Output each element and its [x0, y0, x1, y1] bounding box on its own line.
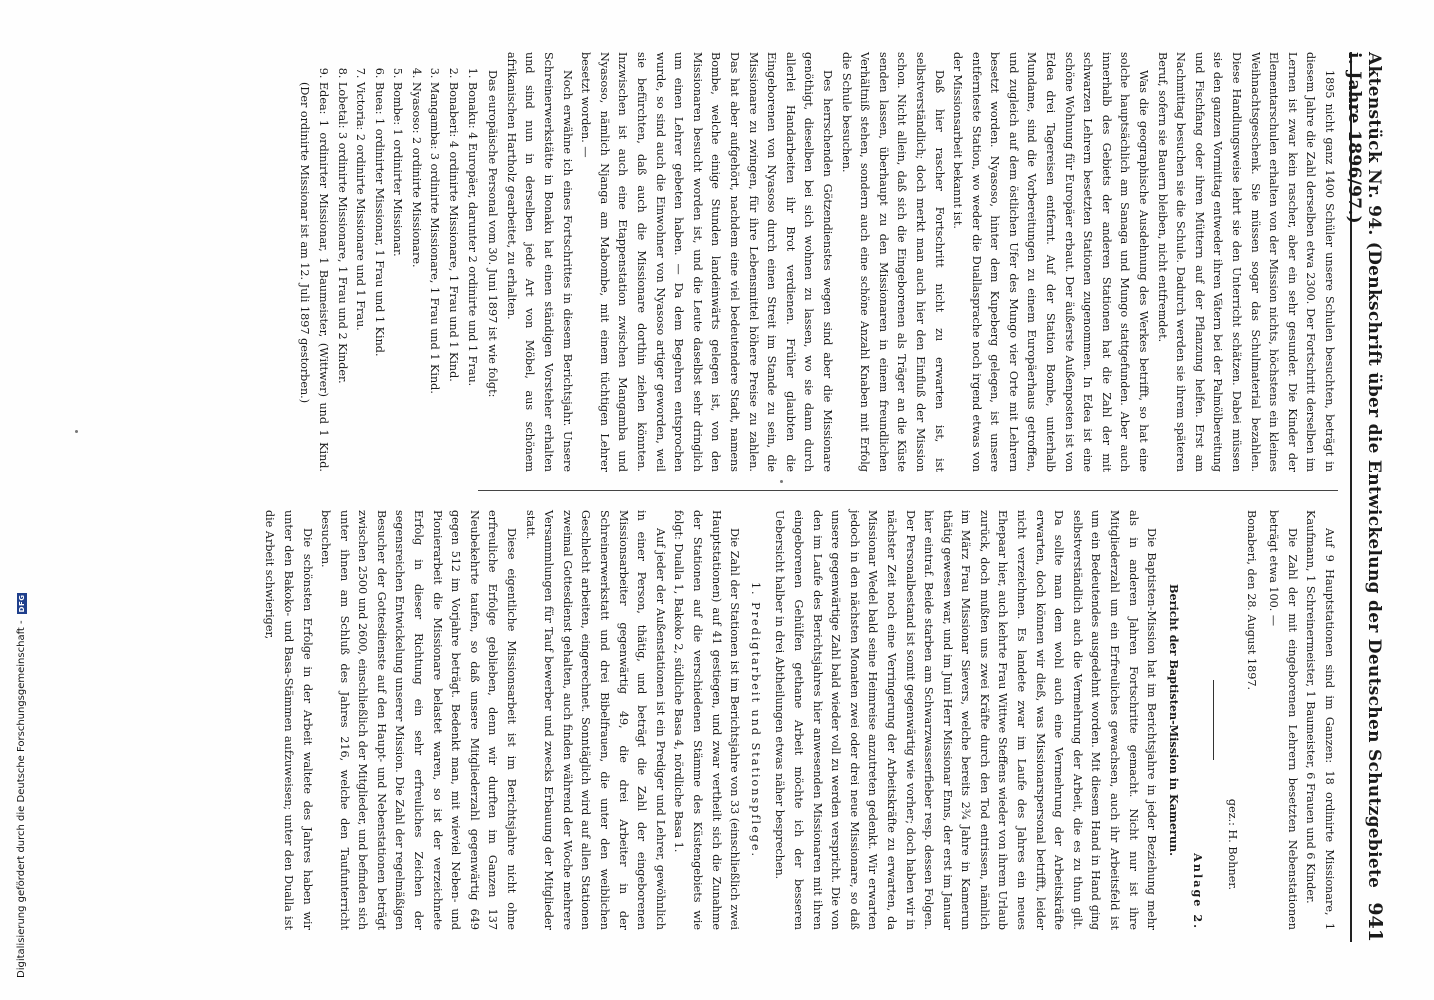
list-item: 6. Buea: 1 ordinirter Missionar, 1 Frau und 1 Kind. [369, 82, 388, 472]
body-paragraph: Die Zahl der mit eingeborenen Lehrern besetzten Nebenstationen beträgt etwa 100. — [1267, 510, 1299, 930]
column-divider [478, 490, 1338, 491]
body-paragraph: Daß hier rascher Fortschritt nicht zu erwarten ist, ist selbstverständlich; doch merkt man auch hier den Einfluß der Mission schon. Nicht allein, daß sich die Eingeborenen als Träger an die Küste senden lassen, überhaupt zu den Missionaren in einem freundlichen Verhältniß stehen, sondern auch eine schöne Anzahl Knaben mit Erfolg die Schule besuchen. [839, 52, 946, 472]
body-paragraph: 1895 nicht ganz 1400 Schüler unsere Schulen besuchten, beträgt in diesem Jahre die Zahl derselben etwa 2300. Der Fortschritt derselben im Lernen ist zwar kein rascher, aber ein sehr gesunder. Die Kinder der Elementarschulen erhalten von der Mission nichts, höchstens ein kleines Weihnachtsgeschenk. Sie müssen sogar das Schulmaterial bezahlen. Diese Handlungsweise lehrt sie den Unterricht schätzen. Dabei müssen sie den ganzen Vormittag entweder ihren Vätern bei der Palmölbereitung und Fischfang oder ihren Müttern auf der Pflanzung helfen. Erst am Nachmittag besuchen sie die Schule. Dadurch werden sie ihrem späteren Beruf, sofern sie Bauern bleiben, nicht entfremdet. [1155, 52, 1336, 472]
scan-speck [75, 430, 78, 433]
body-paragraph: Auf 9 Hauptstationen sind im Ganzen: 18 ordinirte Missionare, 1 Kaufmann, 1 Schreinermeister, 1 Baumeister, 6 Frauen und 6 Kinder. [1304, 510, 1336, 930]
page-header [1344, 52, 1386, 942]
body-paragraph: Das europäische Personal vom 30. Juni 1897 ist wie folgt: [486, 70, 500, 398]
list-item: 4. Nyasoso: 2 ordinirte Missionare. [406, 82, 425, 472]
right-column [260, 510, 1338, 930]
section-title: Bericht der Baptisten-Mission in Kamerun. [1166, 584, 1181, 856]
digitization-footer [0, 0, 27, 1000]
list-item: 1. Bonaku: 4 Europäer, darunter 2 ordinirte und 1 Frau. [462, 82, 481, 472]
appendix-label: Anlage 2. [1191, 853, 1206, 930]
personnel-list [295, 52, 481, 472]
digitization-note: Digitalisierung gefördert durch die Deutsche Forschungsgemeinschaft - [16, 620, 27, 978]
list-item: 5. Bombe: 1 ordinirter Missionar. [388, 82, 407, 472]
body-paragraph: Die schönsten Erfolge in der Arbeit waltete des Jahres haben wir unter den Bakoko- und Basa-Stämmen aufzuweisen; unter den Dualla ist die Arbeit schwieriger, [263, 510, 314, 930]
body-paragraph: Noch erwähne ich eines Fortschrittes in diesem Berichtsjahr. Unsere Schreinerwerkstätte in Bonaku hat einen ständigen Vorsteher erhalten und sind nun in derselben jede Art von Möbel, aus schönem afrikanischen Hartholz gearbeitet, zu erhalten. [504, 52, 574, 472]
list-item: 9. Edea: 1 ordinirter Missionar, 1 Baumeister, (Wittwer) und 1 Kind. (Der ordinirte Missionar ist am 12. Juli 1897 gestorben.) [295, 82, 332, 472]
body-paragraph: Diese eigentliche Missionsarbeit ist im Berichtsjahre nicht ohne erfreuliche Erfolge geblieben, denn wir durften im Ganzen 137 Neubekehrte taufen, so daß unsere Mitgliederzahl gegenwärtig 649 gegen 512 im Vorjahre beträgt. Bedenkt man, mit wieviel Neben- und Pionierarbeit die Missionare belastet waren, so ist der verzeichnete Erfolg in dieser Richtung ein sehr erfreuliches Zeichen der segensreichen Entwickelung unserer Mission. Die Zahl der regelmäßigen Besucher der Gottesdienste auf den Haupt- und Nebenstationen beträgt zwischen 2500 und 2600, einschließlich der Mitglieder, und befinden sich unter ihnen am Schluß des Jahres 216, welche den Taufunterricht besuchen. [319, 510, 519, 930]
left-column [291, 52, 1338, 472]
scan-speck [780, 480, 783, 483]
document-title: Aktenstück Nr. 94. (Denkschrift über die Entwickelung der Deutschen Schutzgebiete i. Jahre 1896/97.) [1344, 52, 1384, 889]
subsection-title: 1. Predigtarbeit und Stationspflege. [748, 581, 762, 859]
list-item: 7. Victoria: 2 ordinirte Missionare und 1 Frau. [351, 82, 370, 472]
signature-name: gez.: H. Bohner. [1226, 798, 1240, 890]
body-paragraph: Die Baptisten-Mission hat im Berichtsjahre in jeder Beziehung mehr als in anderen Jahren Fortschritte gemacht. Nicht nur ist ihre Mitgliederzahl um ein Erfreuliches gewachsen, auch ihr Arbeitsfeld ist um ein Bedeutendes ausgedehnt worden. Mit diesem Hand in Hand ging selbstverständlich auch die Vermehrung der Arbeit, die es zu thun gilt. Da sollte man dem wohl auch eine Vermehrung der Arbeitskräfte erwarten, doch können wir dieß, was Missionarspersonal betrifft, leider nicht verzeichnen. Es landete zwar im Laufe des Jahres ein neues Ehepaar hier, auch kehrte Frau Wittwe Steffens wieder von ihrem Urlaub zurück, doch mußten uns zwei Kräfte durch den Tod entrissen, nämlich im März Frau Missionar Sievers, welche bereits 2¾ Jahre in Kamerun thätig gewesen war, und im Juni Herr Missionar Enns, der erst im Januar hier eintraf. Beide starben am Schwarzwasserfieber resp. dessen Folgen. Der Personalbestand ist somit gegenwärtig wie vorher; doch haben wir in nächster Zeit noch eine Verringerung der Arbeitskräfte zu erwarten, da Missionar Wedel bald seine Heimreise anzutreten gedenkt. Wir erwarten jedoch in den nächsten Monaten zwei oder drei neue Missionare, so daß unsere gegenwärtige Zahl bald wieder voll zu werden verspricht. Die von den im Laufe des Berichtsjahres hier anwesenden Missionaren mit ihren eingeborenen Gehülfen gethane Arbeit möchte ich der besseren Uebersicht halber in drei Abtheilungen etwas näher besprechen. [773, 510, 1159, 930]
body-paragraph: Was die geographische Ausdehnung des Werkes betrifft, so hat eine solche hauptsächlich am Sanaga und Mungo stattgefunden. Aber auch innerhalb des Gebiets der anderen Stationen hat die Zahl der mit schwarzen Lehrern besetzten Stationen zugenommen. In Edea ist eine schöne Wohnung für Europäer erbaut. Der äußerste Außenposten ist von Edea drei Tagereisen entfernt. Auf der Station Bombe, unterhalb Mundame, sind die Vorbereitungen zu einem Europäerhaus getroffen, und zugleich auf dem östlichen Ufer des Mungo vier Orte mit Lehrern besetzt worden. Nyasoso, hinter dem Kupeberg gelegen, ist unsere entfernteste Station, wo weder die Duallasprache noch irgend etwas von der Missionsarbeit bekannt ist. [951, 52, 1151, 472]
body-paragraph: Des herrschenden Götzendienstes wegen sind aber die Missionare genöthigt, dieselben bei sich wohnen zu lassen, wo sie dann durch allerlei Handarbeiten ihr Brot verdienen. Früher glaubten die Eingeborenen von Nyasoso durch einen Streit im Stande zu sein, die Missionare zu zwingen, für ihre Lebensmittel höhere Preise zu zahlen. Das hat aber aufgehört, nachdem eine viel bedeutendere Stadt, namens Bombe, welche einige Stunden landeinwärts gelegen ist, von den Missionaren besucht worden ist, und die Leute daselbst sehr dringlich um einen Lehrer gebeten haben. — Da dem Begehren entsprochen wurde, so sind auch die Einwohner von Nyasoso artiger geworden, weil sie befürchten, daß auch die Missionare dorthin ziehen könnten. Inzwischen ist auch eine Etappenstation zwischen Mangamba und Nyasoso, nämlich Njanga am Mabombe, mit einem tüchtigen Lehrer besetzt worden. — [579, 52, 834, 472]
page-number: 941 [1364, 902, 1386, 942]
list-item: 2. Bonaberi: 4 ordinirte Missionare, 1 Frau und 1 Kind. [444, 82, 463, 472]
list-item: 3. Mangamba: 3 ordinirte Missionare, 1 Frau und 1 Kind. [425, 82, 444, 472]
body-paragraph: Auf jeder der Außenstationen ist ein Prediger und Lehrer, gewöhnlich in einer Person, thätig, und beträgt die Zahl der eingeborenen Missionsarbeiter gegenwärtig 49, die drei Arbeiter in der Schreinerwerkstatt und drei Bibelfrauen, die unter den weiblichen Geschlecht arbeiten, eingerechnet. Sonntäglich wird auf allen Stationen zweimal Gottesdienst gehalten, auch finden während der Woche mehrere Versammlungen für Tauf bewerber und zwecks Erbauung der Mitglieder statt. [523, 510, 667, 930]
list-item: 8. Lobetal: 3 ordinirte Missionare, 1 Frau und 2 Kinder. [332, 82, 351, 472]
signature-date: Bonaberi, den 28. August 1897. [1244, 510, 1258, 691]
dfg-logo-icon: DFG [17, 594, 26, 613]
section-rule [1213, 680, 1214, 760]
body-paragraph: Die Zahl der Stationen ist im Berichtsjahre von 33 (einschließlich zwei Hauptstationen) auf 41 gestiegen, und zwar vertheilt sich die Zunahme der Stationen auf die verschiedenen Stämme des Küstengebiets wie folgt: Dualla 1, Bakoko 2, südliche Basa 4, nördliche Basa 1. [672, 510, 742, 930]
